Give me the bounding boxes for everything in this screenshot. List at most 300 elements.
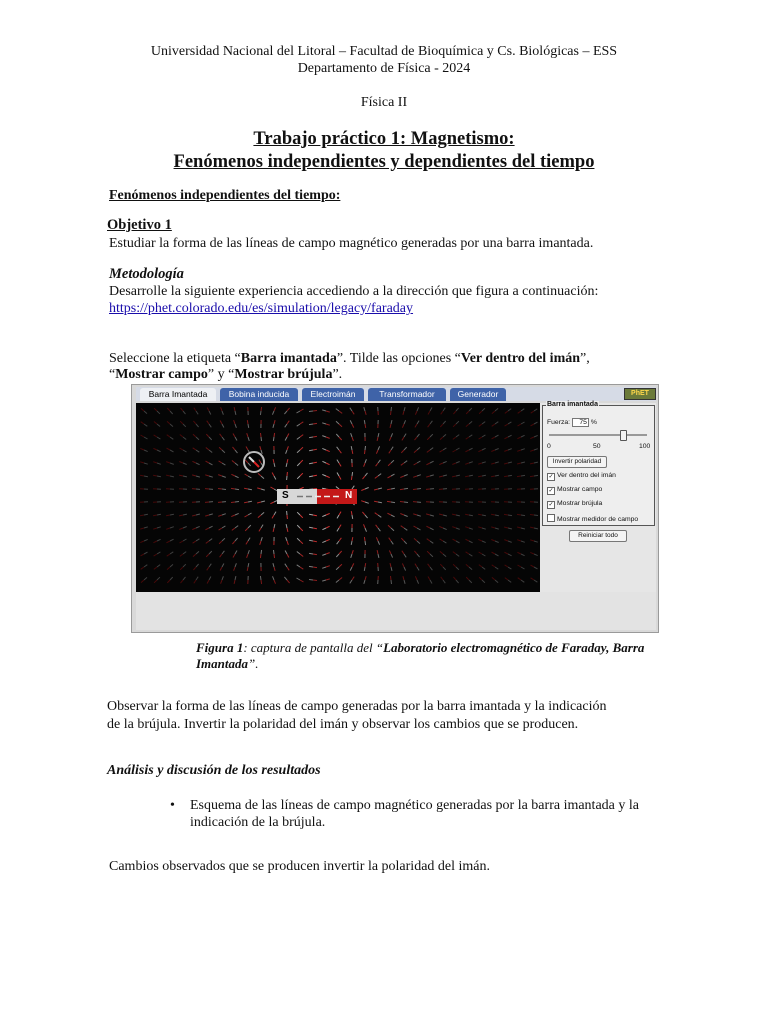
field-arrow-white [391, 541, 393, 544]
field-arrow-red [287, 408, 290, 411]
field-arrow-red [400, 514, 404, 516]
field-arrow-white [209, 437, 212, 440]
strength-slider-knob[interactable] [620, 430, 627, 441]
field-arrow-white [391, 407, 392, 411]
field-arrow-white [365, 459, 366, 463]
field-arrow-red [440, 437, 443, 440]
field-arrow-white [508, 435, 512, 437]
instr-bold-mostrar-brujula: Mostrar brújula [234, 367, 333, 382]
field-arrow-white [248, 538, 250, 541]
field-arrow-red [452, 476, 456, 477]
field-arrow-white [508, 541, 512, 542]
field-arrow-red [300, 528, 303, 531]
field-arrow-red [402, 424, 404, 428]
field-arrow-red [400, 489, 404, 490]
field-arrow-white [482, 567, 485, 569]
field-arrow-red [194, 580, 196, 583]
field-arrow-white [285, 437, 287, 441]
field-arrow-white [274, 463, 275, 467]
field-arrow-red [244, 502, 248, 503]
field-arrow-red [287, 434, 289, 438]
page-title: Trabajo práctico 1: Magnetismo: [253, 129, 515, 149]
figure-caption [196, 640, 666, 672]
field-arrow-red [352, 450, 353, 454]
field-arrow-red [491, 476, 495, 477]
field-arrow-red [491, 463, 495, 464]
field-arrow-white [443, 567, 446, 570]
field-arrow-red [218, 489, 222, 490]
field-arrow-red [234, 580, 235, 584]
field-arrow-red [245, 515, 249, 517]
field-arrow-red [428, 577, 430, 581]
field-arrow-white [144, 476, 148, 477]
bar-magnet-panel [542, 401, 655, 526]
field-arrow-red [390, 563, 391, 567]
field-arrow-red [206, 541, 209, 543]
field-arrow-red [453, 552, 456, 554]
figure-caption-end: ”. [248, 656, 259, 671]
field-arrow-red [389, 550, 391, 554]
field-arrow-white [144, 539, 148, 541]
field-arrow-red [427, 539, 430, 541]
field-arrow-red [389, 437, 391, 441]
field-arrow-white [274, 550, 275, 554]
field-arrow-red [193, 448, 196, 450]
field-arrow-white [430, 515, 434, 516]
field-arrow-red [352, 550, 353, 554]
tab-electroiman[interactable]: Electroimán [302, 388, 364, 401]
field-arrow-red [218, 475, 222, 476]
field-arrow-white [417, 407, 419, 411]
field-arrow-red [391, 411, 392, 415]
field-arrow-white [456, 554, 459, 556]
field-arrow-white [508, 475, 512, 476]
field-arrow-white [430, 541, 433, 543]
field-arrow-white [508, 409, 511, 411]
field-arrow-white [443, 528, 447, 530]
field-arrow-white [196, 437, 199, 440]
field-arrow-white [183, 514, 187, 515]
checkbox-mostrar-medidor[interactable] [547, 514, 555, 522]
field-arrow-white [417, 554, 420, 557]
field-arrow-red [505, 411, 508, 413]
field-arrow-red [402, 437, 404, 440]
field-arrow-white [482, 554, 485, 556]
field-arrow-white [248, 513, 252, 515]
field-arrow-white [443, 448, 446, 450]
field-arrow-white [235, 450, 238, 453]
field-arrow-red [218, 515, 222, 516]
field-arrow-red [339, 538, 341, 541]
field-arrow-red [466, 411, 469, 414]
field-arrow-white [261, 525, 263, 528]
field-arrow-red [257, 502, 261, 503]
field-arrow-white [469, 421, 472, 424]
field-arrow-red [339, 450, 341, 453]
field-arrow-red [453, 424, 456, 427]
field-arrow-red [466, 424, 469, 427]
field-arrow-white [235, 576, 236, 580]
field-arrow-red [441, 411, 443, 414]
field-arrow-red [517, 450, 521, 451]
bar-magnet[interactable] [277, 489, 357, 504]
field-arrow-white [443, 461, 447, 463]
field-arrow-red [313, 554, 317, 555]
field-arrow-white [430, 567, 432, 570]
field-arrow-red [491, 450, 495, 452]
field-arrow-white [222, 411, 223, 415]
field-arrow-red [465, 539, 469, 541]
field-arrow-red [441, 577, 443, 580]
field-arrow-red [233, 554, 235, 558]
field-arrow-red [478, 463, 482, 464]
field-arrow-white [144, 463, 148, 464]
field-arrow-white [297, 411, 301, 413]
field-arrow-white [157, 476, 161, 477]
field-arrow-red [339, 512, 341, 515]
field-arrow-white [337, 528, 339, 531]
instr-bold-mostrar-campo: Mostrar campo [115, 367, 208, 382]
field-arrow-white [482, 422, 485, 424]
field-arrow-red [465, 514, 469, 515]
field-arrow-red [313, 515, 317, 516]
field-arrow-white [144, 552, 148, 554]
field-arrow-white [336, 567, 339, 570]
field-arrow-white [248, 424, 249, 428]
instructions-line-2 [109, 366, 342, 383]
field-arrow-white [391, 447, 393, 450]
field-arrow-red [339, 411, 342, 413]
field-arrow-red [376, 463, 378, 466]
field-arrow-red [478, 539, 482, 541]
field-arrow-red [313, 541, 317, 542]
field-arrow-white [235, 489, 239, 490]
field-arrow-white [430, 475, 434, 476]
field-arrow-white [404, 475, 408, 477]
field-arrow-red [326, 476, 330, 478]
field-arrow-red [365, 563, 366, 567]
field-arrow-red [140, 541, 144, 543]
strength-slider-track[interactable] [549, 434, 647, 436]
field-arrow-white [322, 580, 326, 581]
field-arrow-red [167, 580, 170, 583]
field-arrow-white [417, 421, 419, 424]
field-arrow-red [167, 421, 170, 424]
field-arrow-white [235, 437, 237, 441]
bullet-icon: • [170, 798, 175, 813]
field-arrow-red [232, 541, 235, 544]
field-arrow-red [339, 463, 341, 466]
field-arrow-white [456, 462, 460, 464]
compass-icon[interactable] [243, 451, 265, 473]
field-arrow-white [378, 460, 380, 463]
field-arrow-white [469, 567, 472, 570]
field-arrow-white [286, 524, 287, 528]
field-arrow-red [427, 437, 430, 440]
field-arrow-red [479, 577, 482, 580]
field-arrow-white [170, 437, 173, 439]
field-arrow-white [248, 437, 249, 441]
field-arrow-white [391, 474, 395, 476]
field-arrow-red [245, 528, 248, 531]
field-arrow-red [492, 411, 495, 414]
strength-row [547, 418, 597, 427]
tab-barra-imantada[interactable]: Barra Imantada [140, 388, 216, 401]
field-arrow-red [361, 489, 365, 491]
field-arrow-red [414, 551, 417, 554]
field-arrow-white [157, 577, 160, 580]
field-arrow-red [166, 515, 170, 516]
field-arrow-white [495, 541, 499, 543]
field-arrow-white [309, 566, 313, 567]
field-arrow-red [154, 567, 157, 569]
option-label: Mostrar campo [557, 486, 603, 493]
field-arrow-red [504, 540, 508, 541]
field-arrow-red [234, 407, 235, 411]
field-arrow-white [297, 565, 300, 567]
scale-min: 0 [547, 443, 551, 450]
field-arrow-red [517, 476, 521, 477]
field-arrow-white [274, 512, 276, 515]
field-arrow-red [245, 474, 248, 476]
option-ver-dentro[interactable] [547, 472, 616, 481]
field-arrow-white [430, 554, 433, 557]
field-arrow-red [247, 433, 248, 437]
field-arrow-red [180, 421, 183, 424]
field-arrow-white [297, 552, 300, 555]
field-arrow-red [220, 554, 222, 557]
field-arrow-red [517, 463, 521, 464]
field-arrow-red [181, 580, 184, 583]
field-arrow-white [508, 554, 512, 556]
field-arrow-red [339, 424, 342, 427]
field-arrow-white [336, 421, 339, 424]
field-arrow-red [154, 408, 157, 411]
field-arrow-white [495, 515, 499, 516]
field-arrow-red [274, 407, 276, 411]
field-arrow-red [479, 424, 482, 426]
field-arrow-red [300, 409, 304, 411]
field-arrow-white [430, 434, 433, 437]
field-arrow-red [194, 408, 196, 411]
option-mostrar-campo[interactable] [547, 486, 602, 495]
field-arrow-white [456, 435, 459, 437]
field-arrow-red [326, 450, 330, 452]
field-arrow-red [287, 421, 289, 424]
field-arrow-white [404, 488, 408, 489]
field-arrow-red [167, 408, 170, 411]
option-mostrar-medidor[interactable] [547, 514, 638, 523]
field-arrow-red [517, 437, 521, 439]
field-arrow-white [309, 527, 313, 528]
field-arrow-white [309, 553, 313, 554]
field-arrow-white [443, 554, 446, 557]
field-arrow-white [235, 526, 238, 528]
field-arrow-red [140, 528, 144, 529]
strength-label: Fuerza: [547, 419, 571, 426]
field-arrow-red [313, 436, 317, 437]
field-arrow-red [313, 528, 317, 529]
figure-label: Figura 1 [196, 640, 244, 655]
field-arrow-red [180, 567, 183, 570]
field-arrow-white [222, 476, 226, 477]
field-arrow-red [313, 462, 317, 463]
field-arrow-white [337, 447, 339, 450]
field-arrow-white [309, 450, 313, 451]
field-arrow-red [415, 576, 417, 580]
field-arrow-white [521, 435, 525, 437]
field-arrow-red [414, 526, 418, 528]
field-arrow-red [206, 434, 209, 437]
field-arrow-red [313, 411, 317, 412]
field-arrow-white [297, 525, 300, 528]
field-arrow-red [219, 461, 222, 463]
field-arrow-red [206, 461, 210, 463]
field-arrow-red [375, 476, 378, 478]
field-arrow-red [388, 476, 392, 478]
field-arrow-red [492, 437, 496, 439]
field-arrow-red [166, 475, 170, 476]
field-arrow-red [166, 462, 170, 463]
field-arrow-red [231, 515, 235, 517]
tab-transformador[interactable]: Transformador [368, 388, 446, 401]
field-arrow-red [287, 554, 289, 558]
field-arrow-white [534, 409, 537, 411]
field-arrow-red [326, 526, 330, 528]
field-arrow-white [404, 420, 406, 424]
simulation-link[interactable]: https://phet.colorado.edu/es/simulation/legacy/faraday [109, 301, 414, 316]
field-arrow-white [456, 567, 459, 570]
field-arrow-white [391, 460, 394, 463]
field-arrow-white [469, 475, 473, 476]
field-arrow-white [209, 514, 213, 515]
option-mostrar-brujula[interactable] [547, 500, 602, 509]
field-arrow-red [517, 552, 521, 554]
field-arrow-red [440, 450, 443, 452]
field-arrow-white [352, 515, 353, 519]
field-arrow-white [235, 463, 238, 466]
field-arrow-red [300, 473, 303, 476]
field-arrow-red [492, 577, 495, 580]
field-arrow-red [258, 515, 261, 518]
field-arrow-red [206, 554, 209, 557]
field-arrow-red [232, 461, 235, 464]
field-arrow-red [492, 552, 496, 554]
field-arrow-white [469, 448, 473, 450]
field-arrow-white [404, 515, 408, 517]
field-arrow-red [207, 580, 209, 584]
field-arrow-white [521, 475, 525, 476]
field-arrow-white [157, 450, 161, 452]
field-arrow-white [286, 537, 287, 541]
field-arrow-white [144, 577, 147, 580]
tab-bobina-inducida[interactable]: Bobina inducida [220, 388, 298, 401]
field-arrow-red [179, 528, 183, 530]
field-arrow-red [181, 408, 184, 411]
tab-generador[interactable]: Generador [450, 388, 506, 401]
field-arrow-red [300, 435, 303, 437]
reset-all-button[interactable]: Reiniciar todo [569, 530, 627, 542]
field-arrow-red [479, 411, 482, 414]
field-arrow-white [508, 449, 512, 450]
checkbox-mostrar-campo[interactable]: ✓ [548, 488, 554, 494]
field-arrow-white [322, 528, 326, 530]
field-arrow-white [235, 476, 239, 478]
field-arrow-white [495, 528, 499, 529]
flip-polarity-button[interactable]: Invertir polaridad [547, 456, 607, 468]
field-arrow-red [530, 463, 534, 464]
field-arrow-white [261, 550, 262, 554]
phet-logo: PhET [624, 388, 656, 400]
objective-heading: Objetivo 1 [107, 217, 172, 233]
field-arrow-white [336, 434, 339, 437]
field-arrow-white [196, 539, 199, 541]
field-arrow-white [170, 424, 173, 427]
field-arrow-white [309, 514, 313, 515]
field-arrow-white [260, 576, 261, 580]
field-arrow-red [415, 411, 417, 415]
field-arrow-white [482, 541, 486, 543]
field-arrow-red [479, 552, 482, 554]
field-arrow-red [247, 554, 248, 558]
field-arrow-white [183, 411, 186, 414]
field-arrow-red [220, 434, 222, 437]
field-arrow-red [387, 489, 391, 490]
analysis-bullet-line-2: indicación de la brújula. [190, 815, 326, 830]
field-arrow-red [192, 528, 196, 530]
field-arrow-white [508, 462, 512, 463]
field-arrow-red [219, 541, 222, 544]
checkbox-mostrar-brujula[interactable]: ✓ [548, 502, 554, 508]
field-arrow-red [206, 448, 209, 451]
field-arrow-white [365, 473, 368, 476]
field-arrow-red [466, 564, 469, 567]
field-arrow-white [417, 447, 420, 450]
field-arrow-red [313, 475, 317, 476]
field-arrow-white [364, 567, 365, 571]
field-arrow-white [378, 446, 380, 450]
objective-text: Estudiar la forma de las líneas de campo magnético generadas por una barra imantada. [109, 236, 594, 251]
field-arrow-white [482, 528, 486, 529]
field-arrow-white [235, 551, 237, 555]
field-arrow-red [192, 461, 196, 463]
field-arrow-red [504, 437, 508, 439]
field-arrow-white [248, 563, 249, 567]
university-header: Universidad Nacional del Litoral – Facultad de Bioquímica y Cs. Biológicas – ESS [150, 44, 618, 59]
field-arrow-white [521, 567, 525, 569]
field-arrow-white [495, 580, 498, 583]
field-arrow-red [387, 513, 391, 515]
field-arrow-white [404, 461, 407, 463]
field-arrow-red [453, 564, 456, 567]
field-arrow-red [413, 514, 417, 515]
checkbox-ver-dentro[interactable]: ✓ [548, 474, 554, 480]
field-arrow-red [401, 463, 404, 465]
figure-caption-text: : captura de pantalla del “ [243, 640, 384, 655]
field-arrow-red [232, 528, 235, 530]
field-arrow-white [183, 476, 187, 477]
field-arrow-white [222, 576, 223, 580]
field-arrow-white [469, 580, 472, 583]
field-arrow-red [140, 515, 144, 516]
field-arrow-white [337, 541, 339, 544]
field-arrow-white [286, 463, 287, 467]
strength-input[interactable]: 75 [572, 418, 589, 427]
field-arrow-red [426, 514, 430, 515]
field-arrow-red [364, 524, 366, 528]
field-arrow-red [377, 550, 378, 554]
field-canvas[interactable] [136, 403, 540, 592]
